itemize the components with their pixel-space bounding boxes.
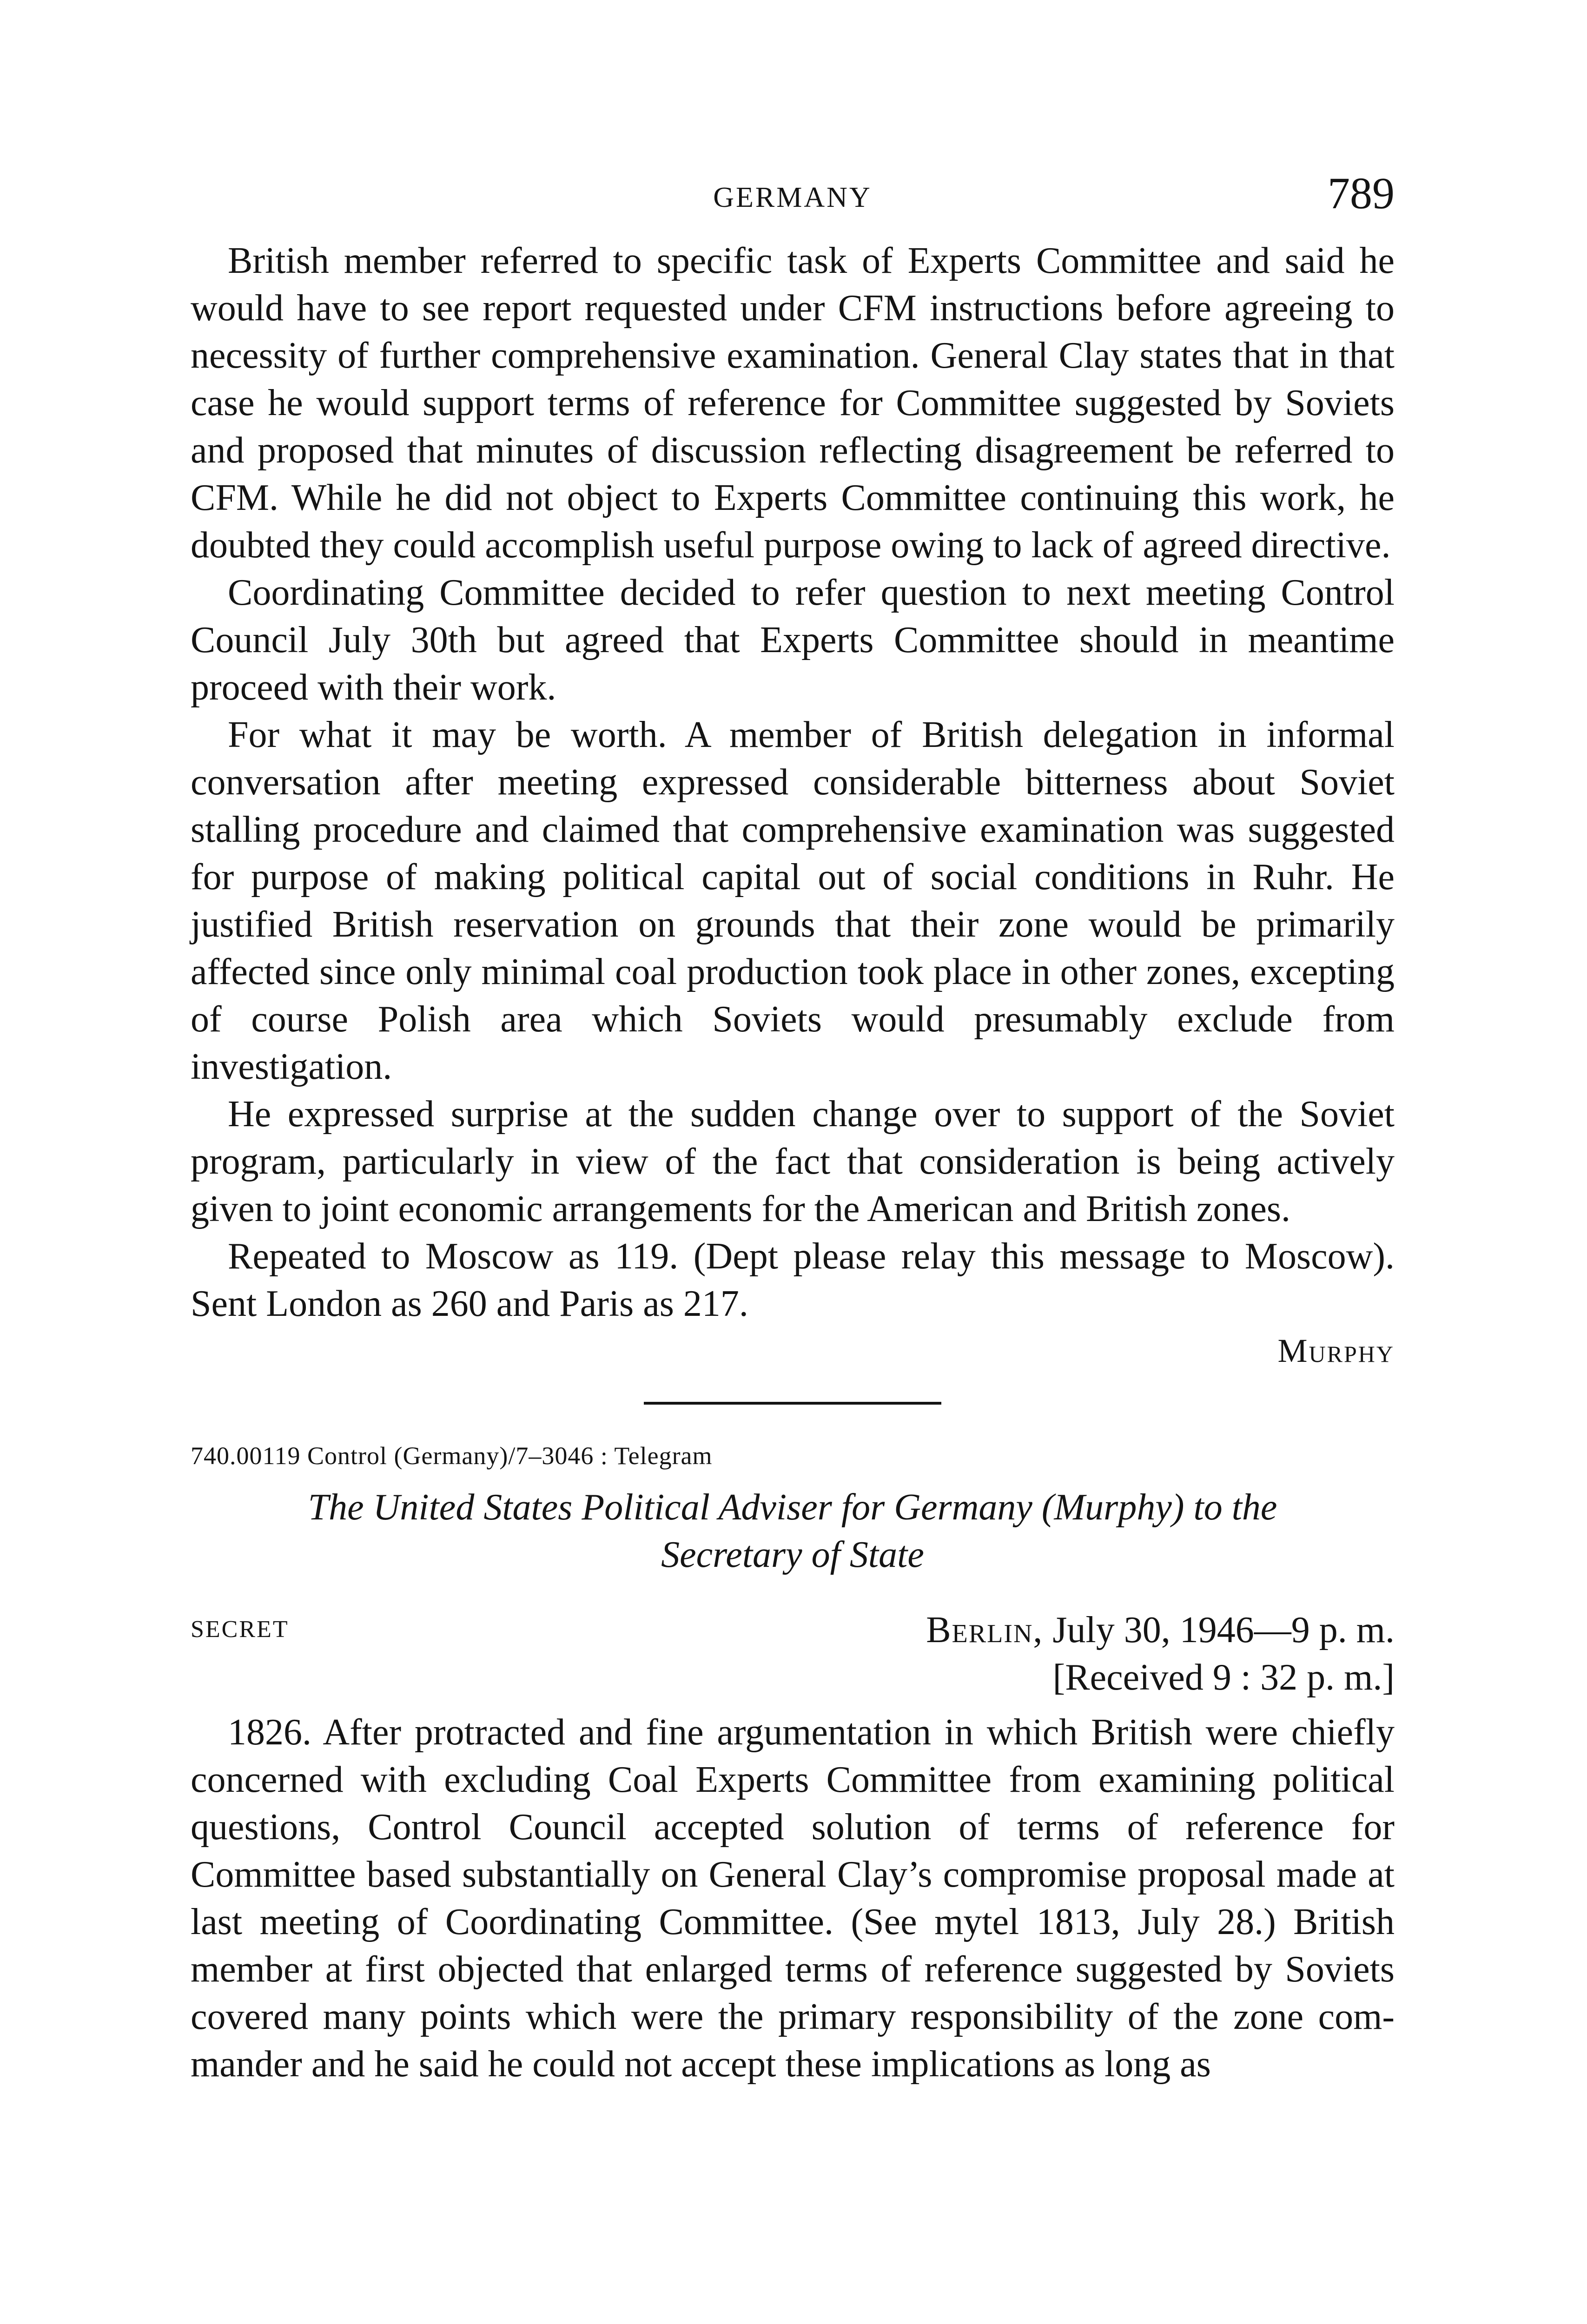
signature: Murphy	[1277, 1332, 1395, 1369]
received-time: [Received 9 : 32 p. m.]	[1052, 1657, 1395, 1698]
paragraph-surprise: He expressed surprise at the sudden change over to support of the Soviet program, particularly in view of the fact that consideration is being actively given to joint economic arrangements for the American and British zones.	[191, 1094, 1395, 1229]
classification-label: SECRET	[191, 1616, 289, 1643]
paragraph-coordinating-committee: Coordinating Committee decided to refer question to next meeting Control Council July 30th but agreed that Experts Committee should in meantime proceed with their work.	[191, 572, 1395, 708]
paragraph-1826: 1826. After protracted and fine argumentation in which British were chiefly concerned with excluding Coal Experts Committee from examining political questions, Control Council accepted solution of terms of reference for Committee based substantially on General Clay’s compromise proposal made at last meeting of Coordinating Committee. (See mytel 1813, July 28.) British member at first objected that enlarged terms of reference suggested by Soviets covered many points which were the primary responsibility of the zone commander and he said he could not accept these implications as long as	[191, 1712, 1395, 2085]
paragraph-british-member: British member referred to specific task of Experts Committee and said he would have to see report requested under CFM instructions before agreeing to necessity of further comprehensive examination. General Clay states that in that case he would support terms of reference for Committee suggested by Soviets and proposed that minutes of discussion reflecting disagreement be referred to CFM. While he did not object to Experts Committee continuing this work, he doubted they could accomplish useful purpose owing to lack of agreed directive.	[191, 240, 1395, 566]
section-divider	[644, 1402, 941, 1405]
dateline-block	[191, 1606, 1395, 1709]
dateline	[926, 1606, 1395, 1654]
paragraph-repeated: Repeated to Moscow as 119. (Dept please relay this message to Moscow). Sent London as 260 and Paris as 217.	[191, 1236, 1395, 1324]
dateline-place: Berlin,	[926, 1610, 1044, 1651]
paragraph-for-what-it-may-be-worth: For what it may be worth. A member of British delegation in informal conversation after meeting expressed considerable bitterness about Soviet stalling procedure and claimed that comprehensive examination was suggested for purpose of making political capital out of social conditions in Ruhr. He justified British reservation on grounds that their zone would be primarily affected since only minimal coal production took place in other zones, excepting of course Polish area which Soviets would presumably exclude from investigation.	[191, 714, 1395, 1087]
file-reference: 740.00119 Control (Germany)/7–3046 : Telegram	[191, 1442, 713, 1470]
document-title	[191, 1484, 1395, 1578]
dateline-date: July 30, 1946—9 p. m.	[1043, 1610, 1395, 1651]
document-title-line-2: Secretary of State	[661, 1534, 924, 1575]
document-title-line-1: The United States Political Adviser for Germany (Murphy) to the	[308, 1487, 1277, 1528]
document-page	[191, 167, 1395, 2088]
page-number: 789	[1328, 168, 1395, 218]
running-title: GERMANY	[713, 182, 872, 213]
running-header	[191, 167, 1395, 237]
